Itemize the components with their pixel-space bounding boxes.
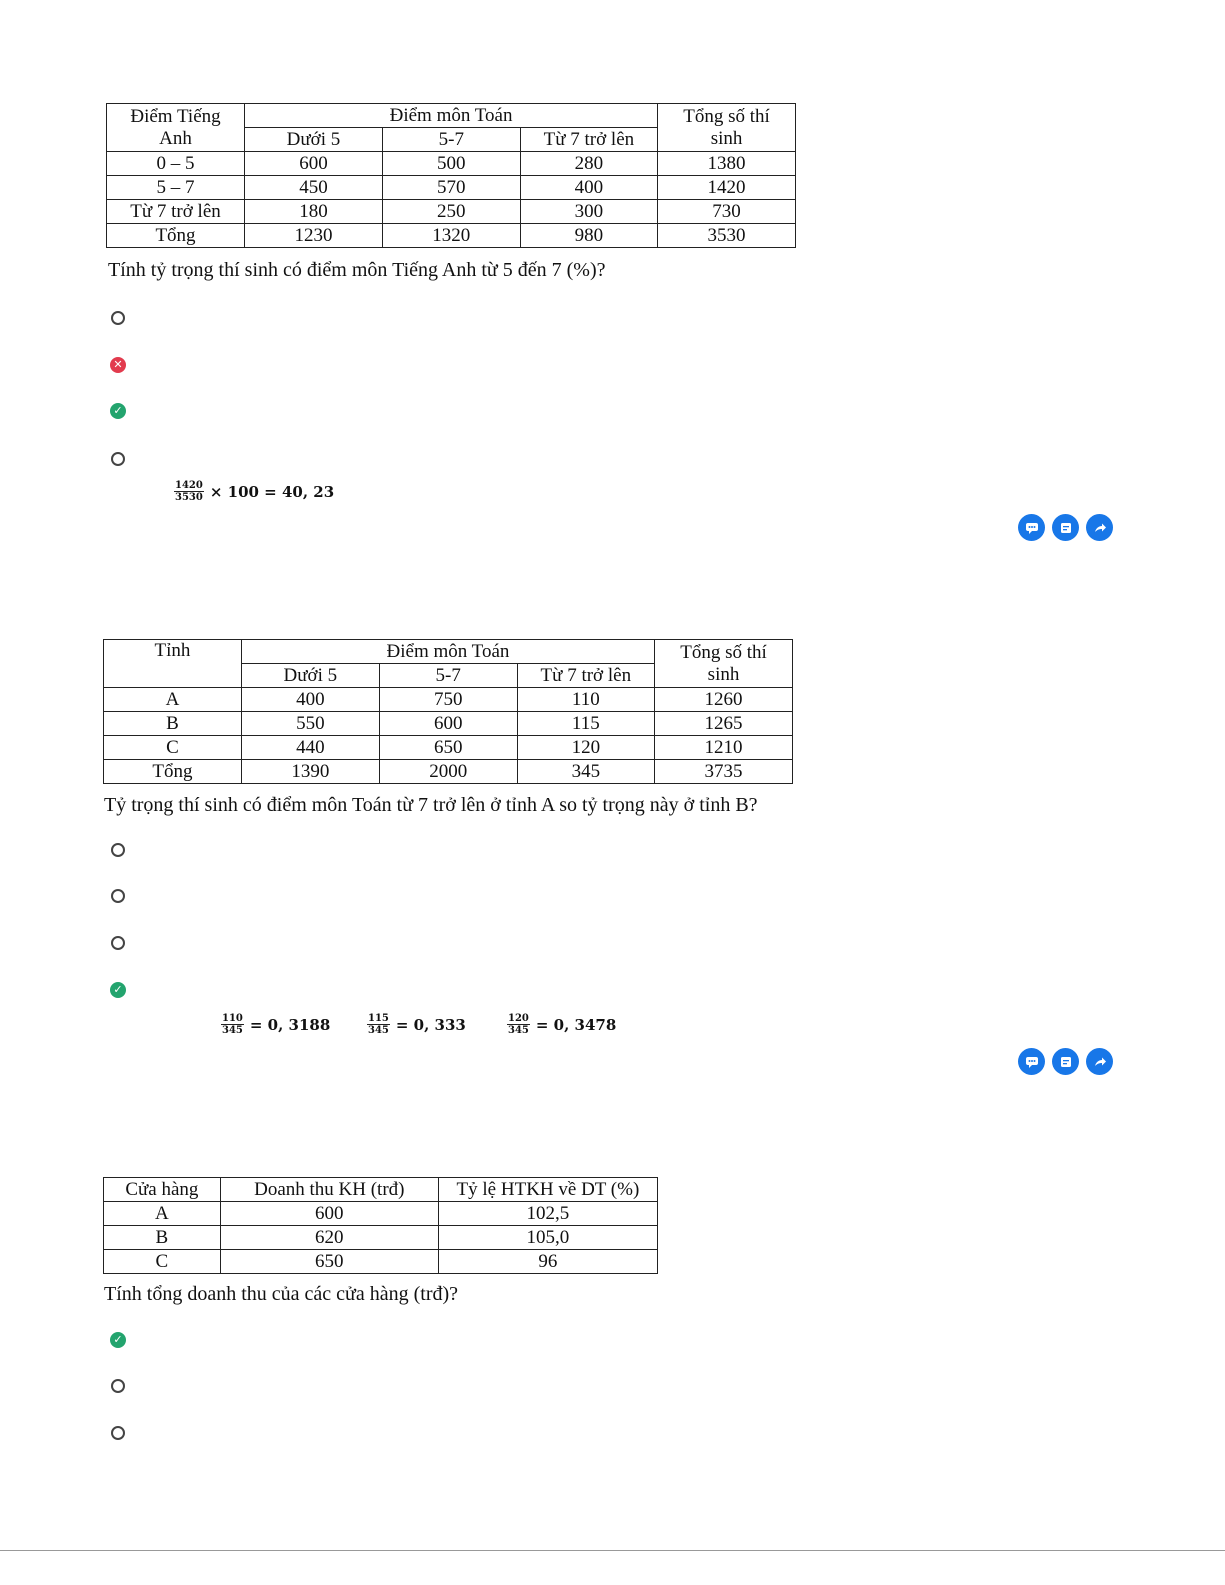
q3-option-2[interactable]: [110, 1378, 128, 1396]
correct-answer-icon: ✓: [110, 1332, 126, 1348]
q3-header-cell: Tỷ lệ HTKH về DT (%): [438, 1178, 657, 1202]
table-row: [107, 200, 796, 224]
table-cell: 570: [382, 176, 520, 200]
radio-empty-icon[interactable]: [111, 311, 125, 325]
q2-table: [103, 639, 793, 784]
q2-sub-header: 5-7: [379, 664, 517, 688]
table-cell: 730: [658, 200, 796, 224]
table-row: [104, 1202, 658, 1226]
table-cell: 180: [245, 200, 383, 224]
fraction-numerator: 110: [222, 1013, 243, 1024]
share-icon[interactable]: [1086, 514, 1113, 541]
q1-sub-header: Dưới 5: [245, 128, 383, 152]
table-cell: 1380: [658, 152, 796, 176]
table-cell: C: [104, 736, 242, 760]
table-cell: 115: [517, 712, 654, 736]
table-row: [107, 152, 796, 176]
q1-sub-header: 5-7: [382, 128, 520, 152]
radio-empty-icon[interactable]: [111, 843, 125, 857]
table-cell: 980: [520, 224, 657, 248]
q1-option-3[interactable]: [110, 403, 128, 421]
page-divider: [0, 1550, 1225, 1551]
table-cell: 3735: [655, 760, 793, 784]
table-cell: 345: [517, 760, 654, 784]
table-cell: 1320: [382, 224, 520, 248]
q2-option-2[interactable]: [110, 888, 128, 906]
table-cell: 440: [241, 736, 379, 760]
q2-sub-header: Dưới 5: [241, 664, 379, 688]
fraction-denominator: 3530: [175, 492, 203, 503]
table-cell: 1230: [245, 224, 383, 248]
q2-header-group: Điểm môn Toán: [241, 640, 654, 664]
radio-empty-icon[interactable]: [111, 1426, 125, 1440]
q2-solution-3: [507, 1013, 616, 1036]
table-cell: 550: [241, 712, 379, 736]
q3-question: Tính tổng doanh thu của các cửa hàng (trđ)?: [104, 1283, 459, 1305]
table-cell: 1265: [655, 712, 793, 736]
table-cell: 650: [379, 736, 517, 760]
table-cell: A: [104, 1202, 221, 1226]
table-cell: 280: [520, 152, 657, 176]
table-cell: 110: [517, 688, 654, 712]
table-cell: 0 – 5: [107, 152, 245, 176]
correct-answer-icon: ✓: [110, 403, 126, 419]
q2-header-col1: Tỉnh: [104, 640, 242, 688]
fraction: [507, 1013, 530, 1036]
table-cell: 102,5: [438, 1202, 657, 1226]
note-icon[interactable]: [1052, 1048, 1079, 1075]
table-cell: 1260: [655, 688, 793, 712]
q1-header-total: Tổng số thí sinh: [658, 104, 796, 152]
solution-text: × 100 = 40, 23: [209, 482, 335, 501]
table-cell: A: [104, 688, 242, 712]
comment-icon[interactable]: [1018, 1048, 1045, 1075]
q1-solution: [174, 480, 334, 503]
q3-header-cell: Cửa hàng: [104, 1178, 221, 1202]
fraction-numerator: 1420: [175, 480, 203, 491]
fraction-numerator: 115: [368, 1013, 389, 1024]
fraction-denominator: 345: [508, 1025, 529, 1036]
table-cell: Tổng: [107, 224, 245, 248]
table-cell: 2000: [379, 760, 517, 784]
fraction: [174, 480, 204, 503]
q1-header-group: Điểm môn Toán: [245, 104, 658, 128]
table-cell: 400: [520, 176, 657, 200]
wrong-answer-icon: ✕: [110, 357, 126, 373]
q3-option-3[interactable]: [110, 1425, 128, 1443]
table-cell: Tổng: [104, 760, 242, 784]
table-row: [107, 224, 796, 248]
table-cell: 1210: [655, 736, 793, 760]
table-cell: 500: [382, 152, 520, 176]
table-row: [104, 760, 793, 784]
table-cell: 120: [517, 736, 654, 760]
solution-text: = 0, 3188: [249, 1015, 331, 1034]
table-row: [104, 1250, 658, 1274]
q2-action-icons: [1018, 1048, 1113, 1075]
q1-table: [106, 103, 796, 248]
note-icon[interactable]: [1052, 514, 1079, 541]
q1-question: Tính tỷ trọng thí sinh có điểm môn Tiếng Anh từ 5 đến 7 (%)?: [108, 259, 606, 281]
table-cell: B: [104, 712, 242, 736]
table-cell: Từ 7 trở lên: [107, 200, 245, 224]
fraction-denominator: 345: [222, 1025, 243, 1036]
q2-option-3[interactable]: [110, 935, 128, 953]
q2-sub-header: Từ 7 trở lên: [517, 664, 654, 688]
table-cell: 96: [438, 1250, 657, 1274]
radio-empty-icon[interactable]: [111, 889, 125, 903]
q1-header-col1: Điểm Tiếng Anh: [107, 104, 245, 152]
radio-empty-icon[interactable]: [111, 1379, 125, 1393]
radio-empty-icon[interactable]: [111, 452, 125, 466]
fraction-numerator: 120: [508, 1013, 529, 1024]
q2-solution-1: [221, 1013, 330, 1036]
table-cell: 620: [220, 1226, 438, 1250]
q1-option-4[interactable]: [110, 451, 128, 469]
q1-option-2[interactable]: [110, 357, 128, 375]
solution-text: = 0, 3478: [535, 1015, 617, 1034]
table-row: [104, 736, 793, 760]
q1-action-icons: [1018, 514, 1113, 541]
q2-question: Tỷ trọng thí sinh có điểm môn Toán từ 7 trở lên ở tỉnh A so tỷ trọng này ở tỉnh B?: [104, 794, 758, 816]
table-cell: 600: [220, 1202, 438, 1226]
table-cell: 5 – 7: [107, 176, 245, 200]
table-cell: 300: [520, 200, 657, 224]
table-row: [107, 176, 796, 200]
radio-empty-icon[interactable]: [111, 936, 125, 950]
comment-icon[interactable]: [1018, 514, 1045, 541]
table-cell: 750: [379, 688, 517, 712]
table-cell: 600: [379, 712, 517, 736]
q2-option-1[interactable]: [110, 842, 128, 860]
q1-option-1[interactable]: [110, 310, 128, 328]
table-cell: 450: [245, 176, 383, 200]
table-cell: 400: [241, 688, 379, 712]
table-cell: 600: [245, 152, 383, 176]
table-cell: B: [104, 1226, 221, 1250]
table-cell: 1420: [658, 176, 796, 200]
table-row: [104, 688, 793, 712]
correct-answer-icon: ✓: [110, 982, 126, 998]
q2-header-total: Tổng số thí sinh: [655, 640, 793, 688]
share-icon[interactable]: [1086, 1048, 1113, 1075]
table-cell: 105,0: [438, 1226, 657, 1250]
q3-option-1[interactable]: [110, 1332, 128, 1350]
table-row: [104, 1226, 658, 1250]
q2-option-4[interactable]: [110, 982, 128, 1000]
table-cell: 250: [382, 200, 520, 224]
q1-sub-header: Từ 7 trở lên: [520, 128, 657, 152]
table-cell: C: [104, 1250, 221, 1274]
q2-solution-2: [367, 1013, 466, 1036]
fraction-denominator: 345: [368, 1025, 389, 1036]
table-row: [104, 712, 793, 736]
fraction: [221, 1013, 244, 1036]
table-cell: 650: [220, 1250, 438, 1274]
solution-text: = 0, 333: [395, 1015, 466, 1034]
q3-header-cell: Doanh thu KH (trđ): [220, 1178, 438, 1202]
q3-table: [103, 1177, 658, 1274]
table-cell: 3530: [658, 224, 796, 248]
fraction: [367, 1013, 390, 1036]
table-cell: 1390: [241, 760, 379, 784]
